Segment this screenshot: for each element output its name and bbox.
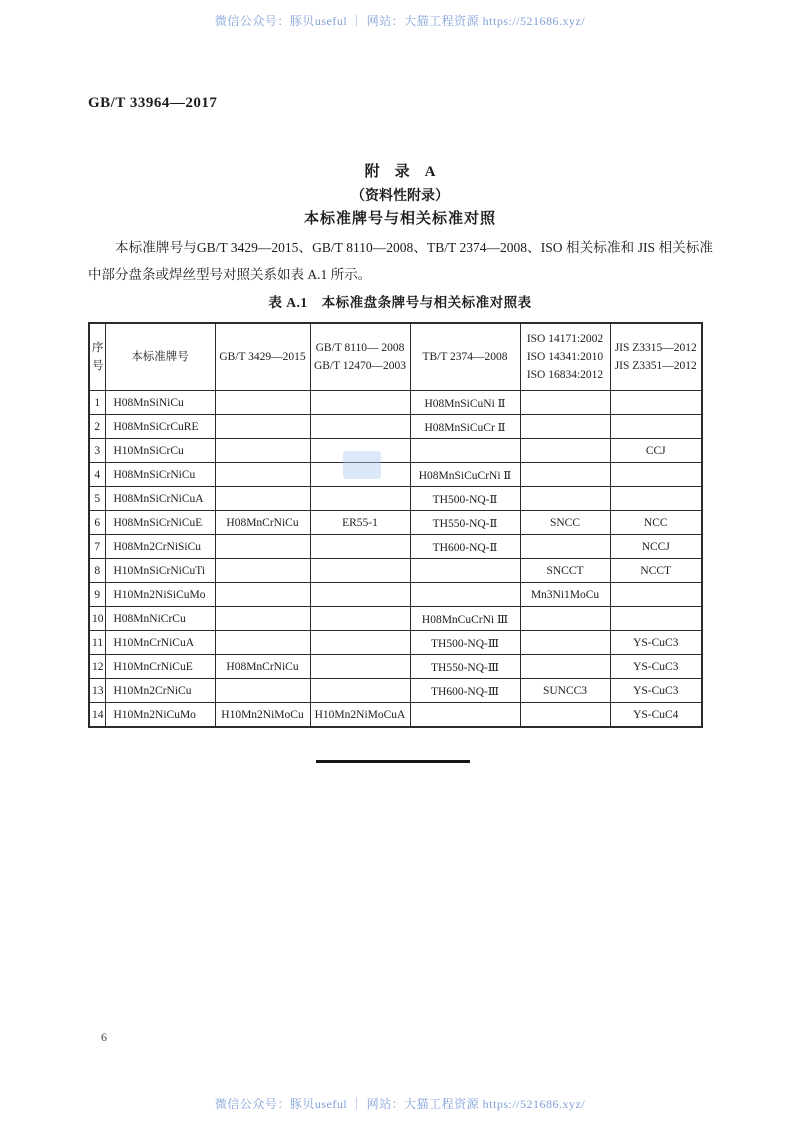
table-cell xyxy=(520,439,610,463)
table-row xyxy=(89,679,702,703)
table-cell: H08MnCuCrNi Ⅲ xyxy=(410,607,520,631)
table-cell: CCJ xyxy=(610,439,702,463)
table-cell: H10Mn2CrNiCu xyxy=(105,679,215,703)
column-header: ISO 14171:2002 ISO 14341:2010 ISO 16834:2012 xyxy=(520,323,610,391)
comparison-table xyxy=(88,322,703,728)
table-cell: H08MnSiCrNiCuE xyxy=(105,511,215,535)
table-cell: H08Mn2CrNiSiCu xyxy=(105,535,215,559)
table-cell: TH600-NQ-Ⅱ xyxy=(410,535,520,559)
table-cell: H08MnSiCuCrNi Ⅱ xyxy=(410,463,520,487)
table-cell: NCCJ xyxy=(610,535,702,559)
table-cell xyxy=(610,415,702,439)
row-number-cell: 2 xyxy=(89,415,105,439)
row-number-cell: 4 xyxy=(89,463,105,487)
row-number-cell: 14 xyxy=(89,703,105,728)
table-row xyxy=(89,415,702,439)
table-cell: H08MnNiCrCu xyxy=(105,607,215,631)
table-cell xyxy=(215,487,310,511)
table-cell: H08MnSiCrCuRE xyxy=(105,415,215,439)
table-row xyxy=(89,607,702,631)
row-number-cell: 7 xyxy=(89,535,105,559)
table-cell: YS-CuC3 xyxy=(610,679,702,703)
table-cell xyxy=(310,559,410,583)
table-cell xyxy=(610,607,702,631)
table-cell xyxy=(310,655,410,679)
column-header: 序 号 xyxy=(89,323,105,391)
table-cell: H08MnSiCrNiCu xyxy=(105,463,215,487)
appendix-heading: 本标准牌号与相关标准对照 xyxy=(303,211,496,227)
body-paragraph: 本标准牌号与GB/T 3429—2015、GB/T 8110—2008、TB/T 2374—2008、ISO 相关标准和 JIS 相关标准中部分盘条或焊丝型号对照关系如表 A.1 所示。 xyxy=(88,240,713,282)
table-cell xyxy=(410,703,520,728)
table-cell xyxy=(215,559,310,583)
table-cell: YS-CuC4 xyxy=(610,703,702,728)
table-cell: H10MnCrNiCuA xyxy=(105,631,215,655)
table-cell: TH500-NQ-Ⅲ xyxy=(410,631,520,655)
doc-number: GB/T 33964—2017 xyxy=(88,95,218,111)
row-number-cell: 13 xyxy=(89,679,105,703)
table-row xyxy=(89,703,702,728)
column-header: TB/T 2374—2008 xyxy=(410,323,520,391)
table-cell: SNCCT xyxy=(520,559,610,583)
appendix-subtitle: （资料性附录） xyxy=(351,189,449,204)
table-cell xyxy=(215,679,310,703)
watermark-top: 微信公众号：豚贝useful ｜ 网站：大猫工程资源 https://521686.xyz/ xyxy=(214,14,586,28)
table-cell xyxy=(215,631,310,655)
table-cell xyxy=(610,487,702,511)
table-cell: Mn3Ni1MoCu xyxy=(520,583,610,607)
table-cell: H08MnSiCrNiCuA xyxy=(105,487,215,511)
table-row xyxy=(89,463,702,487)
table-row xyxy=(89,439,702,463)
table-cell xyxy=(520,607,610,631)
table-cell xyxy=(215,415,310,439)
table-cell xyxy=(520,655,610,679)
table-cell: H08MnSiNiCu xyxy=(105,391,215,415)
row-number-cell: 8 xyxy=(89,559,105,583)
table-cell: SNCC xyxy=(520,511,610,535)
table-cell: TH600-NQ-Ⅲ xyxy=(410,679,520,703)
table-cell: H10Mn2NiMoCuA xyxy=(310,703,410,728)
watermark-bottom: 微信公众号：豚贝useful ｜ 网站：大猫工程资源 https://521686.xyz/ xyxy=(214,1097,586,1111)
table-cell xyxy=(310,679,410,703)
table-cell xyxy=(215,463,310,487)
table-cell xyxy=(520,391,610,415)
table-cell xyxy=(310,631,410,655)
table-cell xyxy=(215,439,310,463)
table-cell xyxy=(520,631,610,655)
table-cell: TH550-NQ-Ⅲ xyxy=(410,655,520,679)
table-cell xyxy=(215,607,310,631)
row-number-cell: 11 xyxy=(89,631,105,655)
table-cell: H08MnCrNiCu xyxy=(215,655,310,679)
table-cell xyxy=(520,415,610,439)
table-cell xyxy=(520,463,610,487)
table-cell: TH550-NQ-Ⅱ xyxy=(410,511,520,535)
row-number-cell: 6 xyxy=(89,511,105,535)
table-cell: H10Mn2NiSiCuMo xyxy=(105,583,215,607)
table-cell xyxy=(610,583,702,607)
table-row xyxy=(89,487,702,511)
table-row xyxy=(89,511,702,535)
end-of-document-rule xyxy=(316,760,470,763)
table-row xyxy=(89,631,702,655)
table-cell: ER55-1 xyxy=(310,511,410,535)
column-header: 本标准牌号 xyxy=(105,323,215,391)
row-number-cell: 10 xyxy=(89,607,105,631)
table-cell: NCC xyxy=(610,511,702,535)
table-cell: H10Mn2NiMoCu xyxy=(215,703,310,728)
table-cell: H10MnSiCrCu xyxy=(105,439,215,463)
table-cell xyxy=(310,607,410,631)
table-row xyxy=(89,535,702,559)
table-cell: H10Mn2NiCuMo xyxy=(105,703,215,728)
table-cell xyxy=(310,391,410,415)
table-cell xyxy=(520,487,610,511)
table-cell: TH500-NQ-Ⅱ xyxy=(410,487,520,511)
table-cell xyxy=(610,463,702,487)
table-cell xyxy=(520,535,610,559)
table-row xyxy=(89,559,702,583)
appendix-title: 附 录 A xyxy=(364,164,436,180)
table-cell: H08MnSiCuNi Ⅱ xyxy=(410,391,520,415)
page-number: 6 xyxy=(101,1030,107,1044)
row-number-cell: 5 xyxy=(89,487,105,511)
table-cell: YS-CuC3 xyxy=(610,631,702,655)
table-caption: 表 A.1 本标准盘条牌号与相关标准对照表 xyxy=(268,295,532,310)
table-cell xyxy=(410,439,520,463)
table-cell xyxy=(215,583,310,607)
table-row xyxy=(89,655,702,679)
table-row xyxy=(89,391,702,415)
table-cell xyxy=(310,415,410,439)
column-header: JIS Z3315—2012 JIS Z3351—2012 xyxy=(610,323,702,391)
table-row xyxy=(89,583,702,607)
table-cell: YS-CuC3 xyxy=(610,655,702,679)
column-header: GB/T 3429—2015 xyxy=(215,323,310,391)
table-cell xyxy=(215,391,310,415)
row-number-cell: 12 xyxy=(89,655,105,679)
row-number-cell: 1 xyxy=(89,391,105,415)
table-header-row xyxy=(89,323,702,391)
table-cell xyxy=(520,703,610,728)
table-cell: H10MnCrNiCuE xyxy=(105,655,215,679)
table-cell xyxy=(310,487,410,511)
table-cell: H10MnSiCrNiCuTi xyxy=(105,559,215,583)
table-cell: H08MnSiCuCr Ⅱ xyxy=(410,415,520,439)
table-cell: SUNCC3 xyxy=(520,679,610,703)
row-number-cell: 9 xyxy=(89,583,105,607)
table-cell xyxy=(610,391,702,415)
row-number-cell: 3 xyxy=(89,439,105,463)
table-cell: H08MnCrNiCu xyxy=(215,511,310,535)
table-cell xyxy=(310,535,410,559)
table-cell xyxy=(215,535,310,559)
table-cell xyxy=(410,583,520,607)
column-header: GB/T 8110— 2008 GB/T 12470—2003 xyxy=(310,323,410,391)
table-cell: NCCT xyxy=(610,559,702,583)
table-cell xyxy=(310,583,410,607)
table-cell xyxy=(410,559,520,583)
highlight-smudge xyxy=(343,451,381,479)
